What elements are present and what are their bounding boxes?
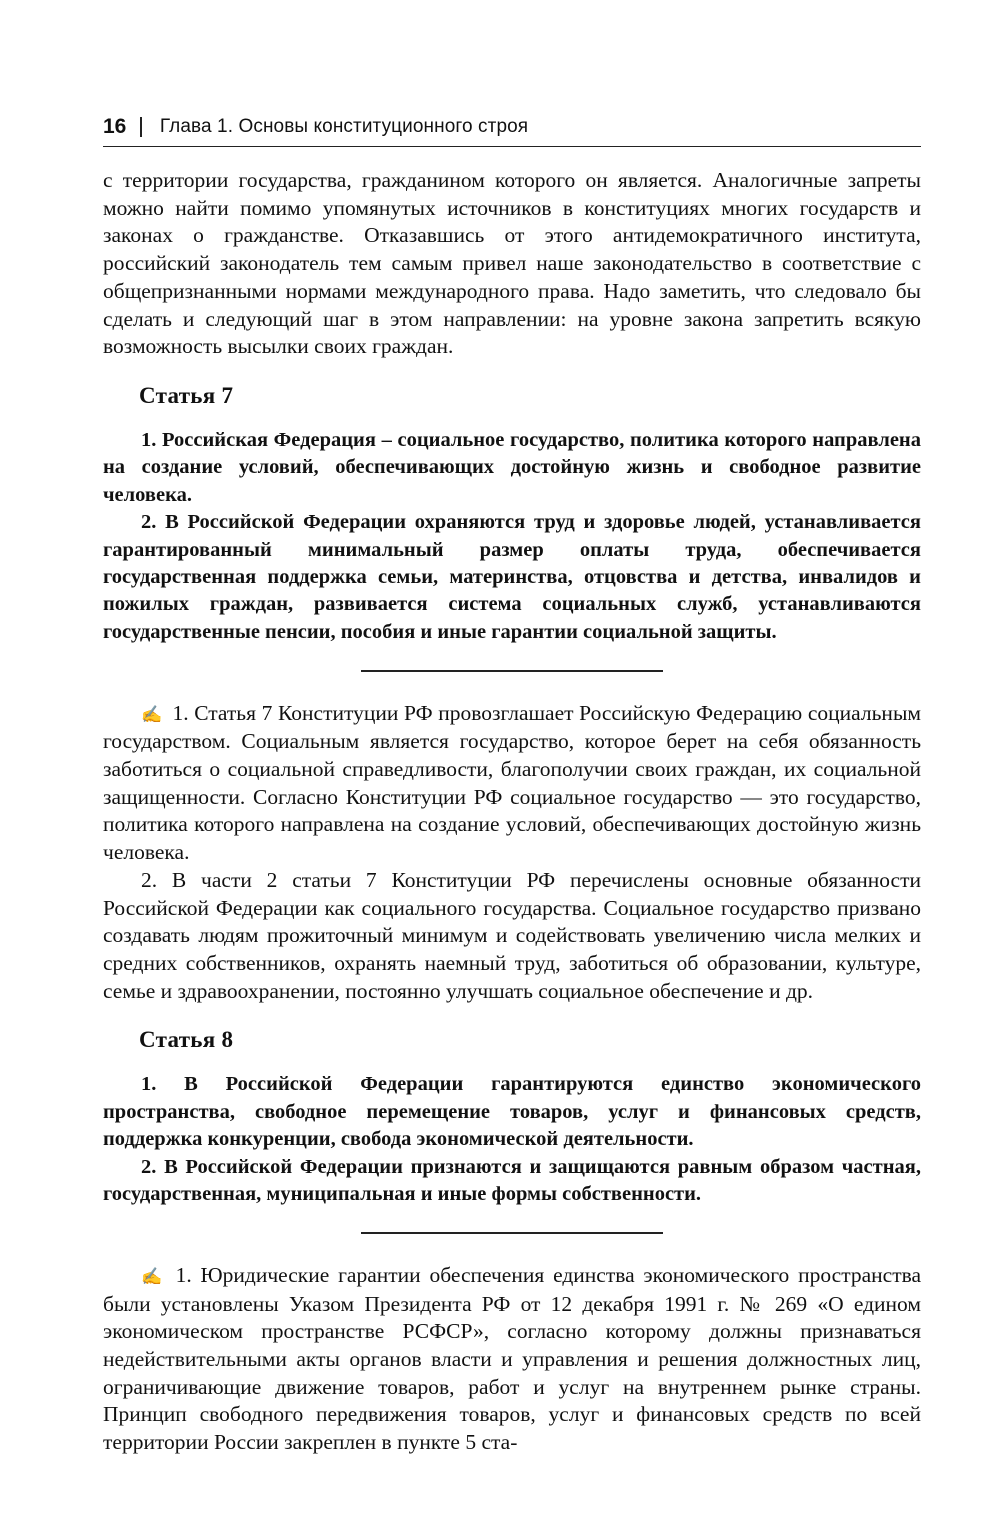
chapter-title: Глава 1. Основы конституционного строя (159, 116, 529, 137)
header-separator (140, 117, 142, 137)
article-7-comment-2: 2. В части 2 статьи 7 Конституции РФ перечислены основные обязанности Российской Федерации как социального государства. Социальное государство призвано создавать людям прожиточный минимум и содействовать увеличению числа мелких и средних собственников, охранять наемный труд, заботиться об образовании, культуре, семье и здравоохранении, постоянно улучшать социальное обеспечение и др. (103, 867, 921, 1003)
article-8-text (103, 1071, 921, 1208)
article-8-commentary (103, 1262, 921, 1457)
article-8-comment-1: ✍ 1. Юридические гарантии обеспечения единства экономического пространства были установлены Указом Президента РФ от 12 декабря 1991 г. № 269 «О едином экономическом пространстве РСФСР», согласно которому должны признаваться недействительными акты органов власти и управления и решения должностных лиц, ограничивающие движение товаров, работ и услуг на внутреннем рынке страны. Принцип свободного передвижения товаров, услуг и финансовых средств по всей территории России закреплен в пункте 5 ста- (103, 1262, 921, 1457)
article-7-clause-2: 2. В Российской Федерации охраняются труд и здоровье людей, устанавливается гарантированный минимальный размер оплаты труда, обеспечивается государственная поддержка семьи, материнства, отцовства и детства, инвалидов и пожилых граждан, развивается система социальных служб, устанавливаются государственные пенсии, пособия и иные гарантии социальной защиты. (103, 511, 921, 643)
article-8-clause-1: 1. В Российской Федерации гарантируются единство экономического пространства, свободное перемещение товаров, услуг и финансовых средств, поддержка конкуренции, свобода экономической деятельности. (103, 1073, 921, 1151)
intro-paragraph: с территории государства, гражданином которого он является. Аналогичные запреты можно найти помимо упомянутых источников в конституциях многих государств и законах о гражданстве. Отказавшись от этого антидемократичного института, российский законодатель тем самым привел наше законодательство в соответствие с общепризнанными нормами международного права. Надо заметить, что следовало бы сделать и следующий шаг в этом направлении: на уровне закона запретить всякую возможность высылки своих граждан. (103, 168, 921, 359)
section-divider (361, 1232, 663, 1234)
article-7-text (103, 427, 921, 646)
section-divider (361, 670, 663, 672)
article-7-commentary (103, 700, 921, 1006)
article-8-clause-2: 2. В Российской Федерации признаются и защищаются равным образом частная, государственная, муниципальная и иные формы собственности. (103, 1155, 921, 1206)
article-7-comment-1: ✍ 1. Статья 7 Конституции РФ провозглашает Российскую Федерацию социальным государством. Социальным является государство, которое берет на себя обязанность заботиться о социальной справедливости, благополучии своих граждан, их социальной защищенности. Согласно Конституции РФ социальное государство — это государство, политика которого направлена на создание условий, обеспечивающих достойную жизнь человека. (103, 700, 921, 867)
book-page (103, 110, 921, 1457)
article-8-heading: Статья 8 (139, 1027, 234, 1053)
running-head (103, 110, 921, 147)
article-7-clause-1: 1. Российская Федерация – социальное государство, политика которого направлена на создание условий, обеспечивающих достойную жизнь и свободное развитие человека. (103, 428, 921, 506)
article-7-heading: Статья 7 (139, 382, 234, 408)
page-number: 16 (103, 115, 127, 138)
